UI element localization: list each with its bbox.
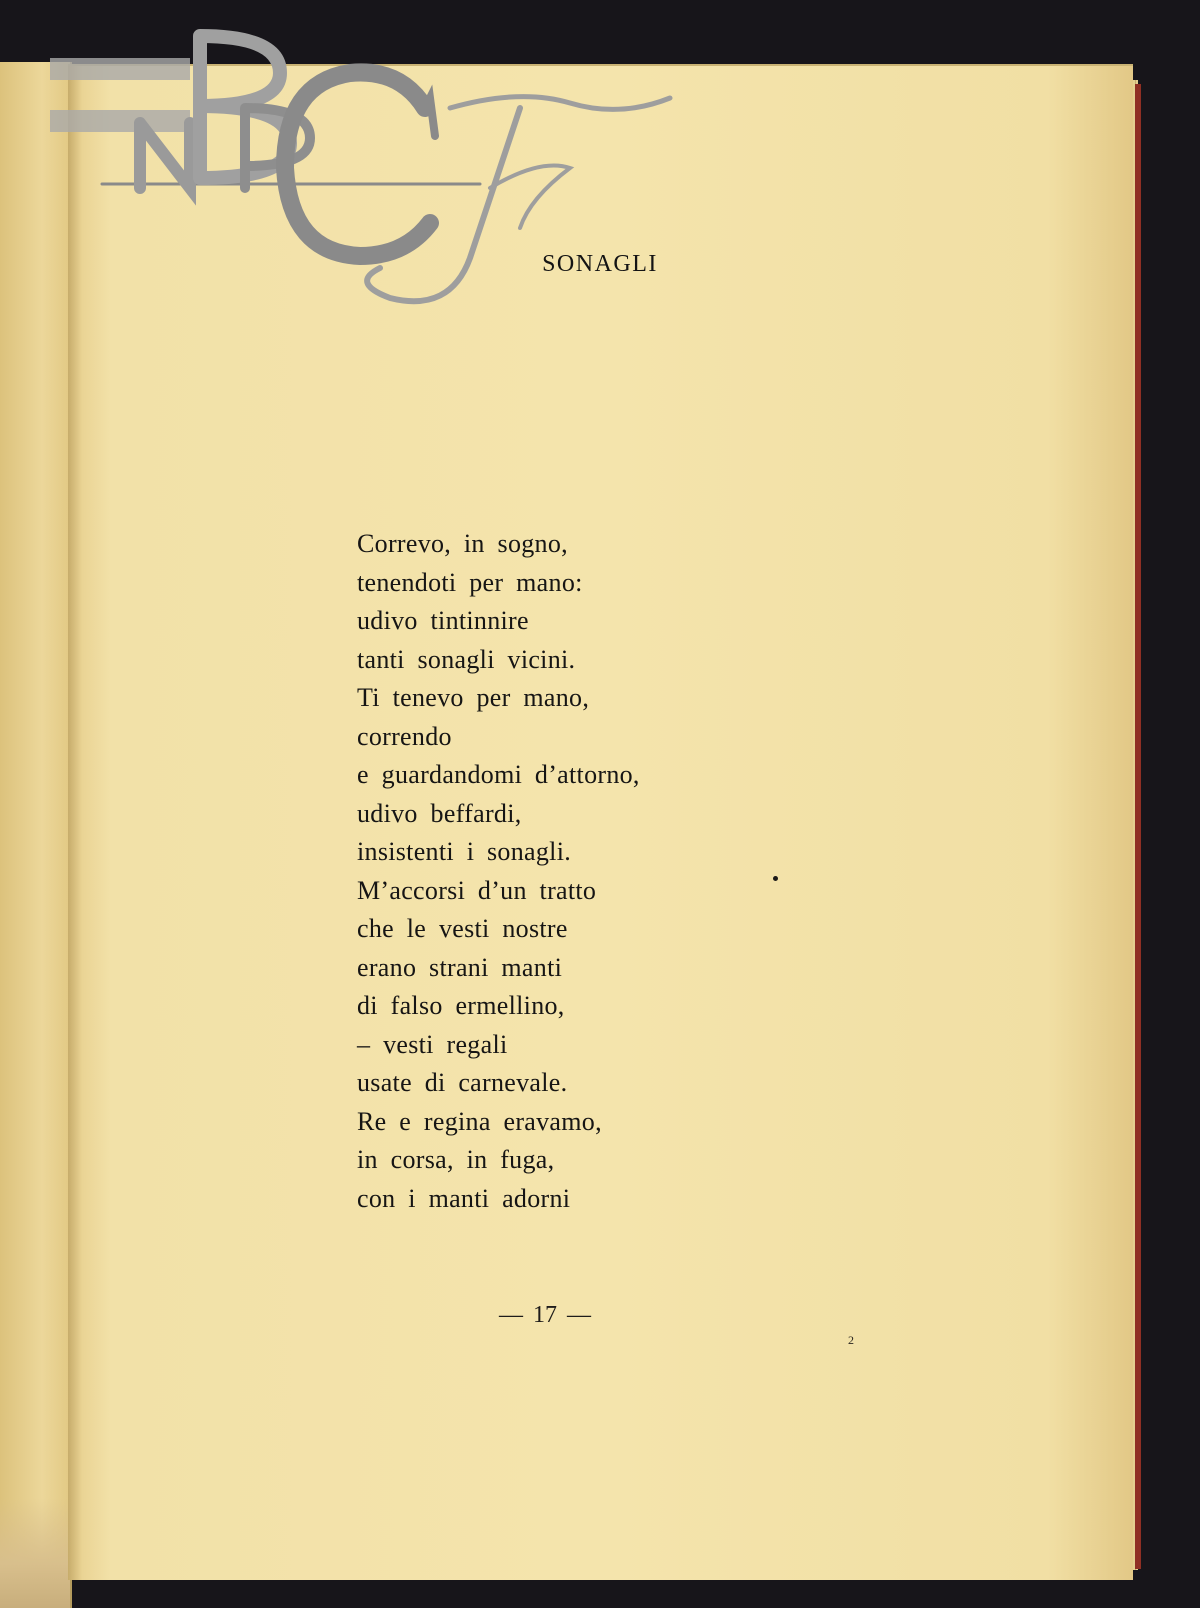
- poem-line: di falso ermellino,: [357, 991, 565, 1020]
- poem-line: udivo beffardi,: [357, 798, 522, 828]
- poem-line: e guardandomi d’attorno,: [357, 760, 640, 789]
- signature-mark: 2: [848, 1333, 854, 1347]
- poem-line: correndo: [357, 721, 452, 751]
- poem-line: erano strani manti: [357, 952, 563, 982]
- cover-edge: [1135, 84, 1141, 1569]
- poem-line: udivo tintinnire: [357, 606, 529, 635]
- page-number: — 17 —: [499, 1302, 591, 1328]
- poem-line: in corsa, in fuga,: [357, 1145, 555, 1174]
- poem-line: tanti sonagli vicini.: [357, 644, 576, 674]
- ink-speck: [773, 876, 778, 881]
- poem-line: – vesti regali: [357, 1029, 508, 1059]
- library-watermark-logo: [50, 28, 690, 328]
- poem-line: Re e regina eravamo,: [357, 1106, 602, 1136]
- poem-line: che le vesti nostre: [357, 914, 568, 943]
- page-stain: [0, 1498, 70, 1608]
- poem-line: usate di carnevale.: [357, 1068, 568, 1097]
- poem-line: tenendoti per mano:: [357, 567, 583, 597]
- poem-title: SONAGLI: [542, 251, 658, 277]
- poem-line: con i manti adorni: [357, 1183, 571, 1213]
- poem-line: M’accorsi d’un tratto: [357, 875, 597, 905]
- poem-line: insistenti i sonagli.: [357, 837, 572, 866]
- poem-body: [357, 525, 640, 1218]
- poem-line: Correvo, in sogno,: [357, 529, 568, 558]
- poem-line: Ti tenevo per mano,: [357, 683, 590, 712]
